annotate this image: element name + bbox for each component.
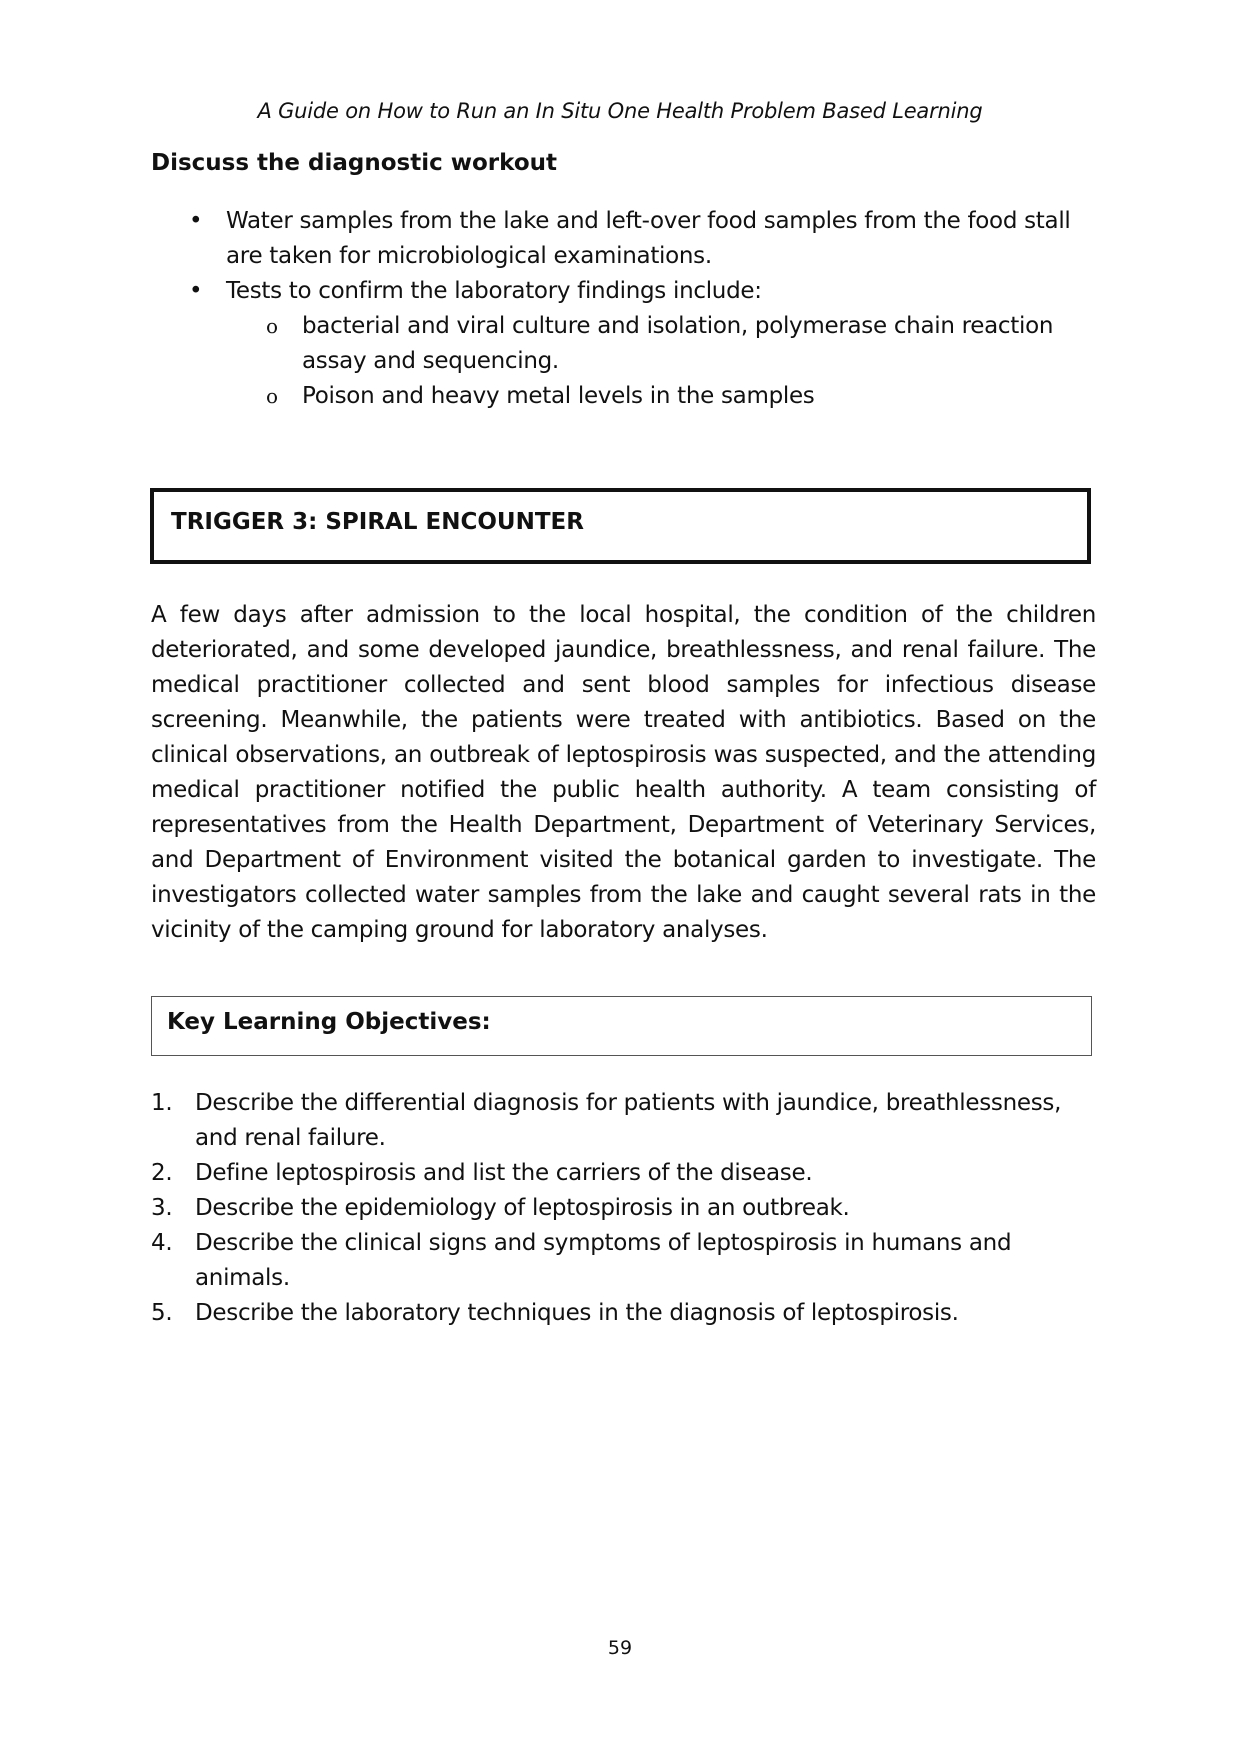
trigger-box: [150, 488, 1091, 564]
bullet-text: Tests to confirm the laboratory findings include:: [226, 278, 762, 304]
bullet-marker: •: [189, 278, 203, 304]
page-number: 59: [607, 1637, 633, 1659]
bullet-marker: •: [189, 208, 203, 234]
objective-item: [151, 1226, 1096, 1296]
sub-bullet-marker: o: [266, 384, 278, 408]
objective-item: [151, 1296, 1096, 1331]
section-heading: Discuss the diagnostic workout: [151, 150, 557, 176]
objective-text: Describe the epidemiology of leptospirosis in an outbreak.: [195, 1195, 850, 1221]
sub-bullet-marker: o: [266, 314, 278, 338]
objective-text: Describe the laboratory techniques in the diagnosis of leptospirosis.: [195, 1300, 959, 1326]
objective-item: [151, 1086, 1096, 1156]
objectives-box: [151, 996, 1092, 1056]
objective-number: 5.: [151, 1300, 173, 1326]
objective-text: Define leptospirosis and list the carriers of the disease.: [195, 1160, 813, 1186]
objectives-list: [151, 1086, 1096, 1331]
objective-number: 1.: [151, 1090, 173, 1116]
objective-number: 2.: [151, 1160, 173, 1186]
scenario-paragraph: A few days after admission to the local hospital, the condition of the children deteriorated, and some developed jaundice, breathlessness, and renal failure. The medical practitioner collected and sent blood samples for infectious disease screening. Meanwhile, the patients were treated with antibiotics. Based on the clinical observations, an outbreak of leptospirosis was suspected, and the attending medical practitioner notified the public health authority. A team consisting of representatives from the Health Department, Department of Veterinary Services, and Department of Environment visited the botanical garden to investigate. The investigators collected water samples from the lake and caught several rats in the vicinity of the camping ground for laboratory analyses.: [151, 602, 1096, 943]
objective-item: [151, 1191, 1096, 1226]
sub-bullet-item: [151, 379, 1096, 414]
bullet-text: Water samples from the lake and left-over food samples from the food stall are taken for microbiological examinations.: [226, 208, 1071, 269]
bullet-item: [151, 274, 1096, 309]
trigger-title: TRIGGER 3: SPIRAL ENCOUNTER: [171, 509, 584, 535]
objective-number: 4.: [151, 1230, 173, 1256]
running-header: A Guide on How to Run an In Situ One Health Problem Based Learning: [257, 99, 983, 123]
objective-item: [151, 1156, 1096, 1191]
sub-bullet-text: Poison and heavy metal levels in the samples: [302, 383, 815, 409]
objective-text: Describe the clinical signs and symptoms of leptospirosis in humans and animals.: [195, 1230, 1012, 1291]
sub-bullet-item: [151, 309, 1096, 379]
bullet-item: [151, 204, 1096, 274]
objective-number: 3.: [151, 1195, 173, 1221]
objectives-title: Key Learning Objectives:: [167, 1009, 491, 1035]
objective-text: Describe the differential diagnosis for patients with jaundice, breathlessness, and renal failure.: [195, 1090, 1062, 1151]
sub-bullet-text: bacterial and viral culture and isolation, polymerase chain reaction assay and sequencing.: [302, 313, 1054, 374]
diagnostic-bullet-list: [151, 204, 1096, 414]
